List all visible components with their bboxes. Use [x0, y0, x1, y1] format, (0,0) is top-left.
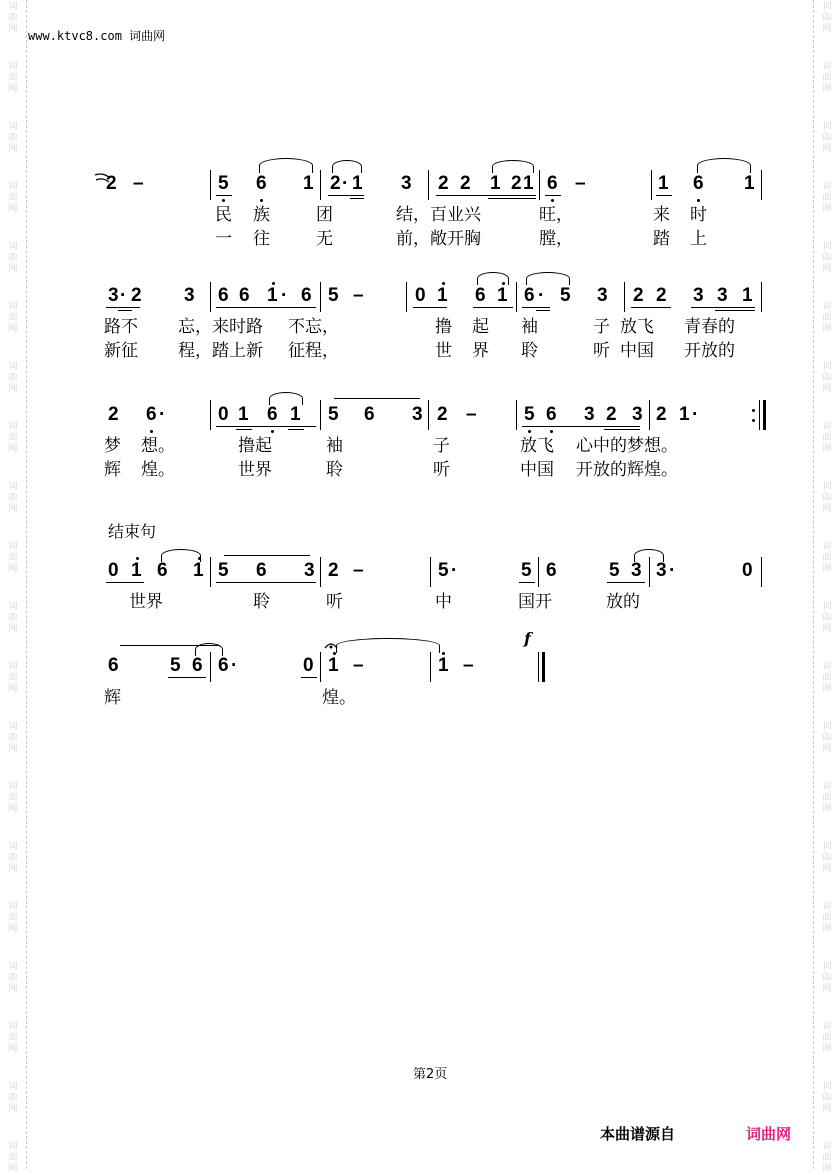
note: 1 [303, 173, 314, 194]
octave-dot [260, 199, 263, 202]
note: 2 [511, 173, 522, 194]
note: · [120, 285, 127, 306]
lyric: 一 [215, 229, 232, 249]
watermark-text: 词 曲 网 [822, 722, 832, 754]
lyric: 聆 [326, 460, 343, 480]
lyric: 撸 [435, 317, 452, 337]
note: 1 [328, 655, 339, 676]
note: 0 [742, 560, 753, 581]
watermark-text: 词 曲 网 [822, 362, 832, 394]
final-barline [542, 652, 545, 682]
note: 6 [546, 404, 557, 425]
barline [320, 400, 321, 430]
barline [759, 400, 760, 430]
note: – [575, 173, 586, 194]
note: 6 [218, 655, 229, 676]
lyric: 前，敞开胸 [396, 229, 481, 249]
lyric: 撸起 [238, 436, 272, 456]
note: – [466, 404, 477, 425]
note: – [463, 655, 474, 676]
beam [545, 195, 561, 196]
lyric: 煌。 [141, 460, 175, 480]
lyric: 新征 [104, 341, 138, 361]
lyric: 上 [690, 229, 707, 249]
lyric: 听 [593, 341, 610, 361]
barline [430, 557, 431, 587]
watermark-text: 词 曲 网 [8, 362, 18, 394]
note: 2 [131, 285, 142, 306]
watermark-text: 词 曲 网 [8, 242, 18, 274]
watermark-text: 词 曲 网 [822, 2, 832, 34]
note: 3 [597, 285, 608, 306]
note: 5 [524, 404, 535, 425]
watermark-text: 词 曲 网 [822, 302, 832, 334]
note: – [353, 655, 364, 676]
barline [210, 170, 211, 200]
lyric: 国开 [518, 592, 552, 612]
lyric: 袖 [521, 317, 538, 337]
watermark-text: 词 曲 网 [822, 902, 832, 934]
watermark-text: 词 曲 网 [8, 602, 18, 634]
note: 1 [193, 560, 204, 581]
note: 1 [742, 285, 753, 306]
lyric: 听 [433, 460, 450, 480]
watermark-text: 词 曲 网 [822, 662, 832, 694]
note: 3 [631, 560, 642, 581]
watermark-text: 词 曲 网 [8, 842, 18, 874]
octave-dot [551, 199, 554, 202]
note: · [159, 404, 166, 425]
beam [631, 307, 671, 308]
note: 3 [184, 285, 195, 306]
watermark-text: 词 曲 网 [822, 1022, 832, 1054]
watermark-text: 词 曲 网 [8, 1142, 18, 1174]
lyric: 中 [435, 592, 452, 612]
lyric: 开放的辉煌。 [576, 460, 678, 480]
tie [334, 398, 420, 399]
note: 5 [438, 560, 449, 581]
note: 1 [131, 560, 142, 581]
lyric: 无 [316, 229, 333, 249]
note: 3 [693, 285, 704, 306]
barline [320, 652, 321, 682]
barline [761, 282, 762, 312]
slur [634, 549, 664, 562]
beam [604, 429, 640, 430]
watermark-text: 词 曲 网 [8, 2, 18, 34]
beam [106, 582, 144, 583]
slur [336, 638, 440, 653]
note: – [353, 285, 364, 306]
watermark-text: 词 曲 网 [8, 302, 18, 334]
octave-dot [550, 430, 553, 433]
source-label: 本曲谱源自 [600, 1125, 676, 1143]
slur [259, 158, 313, 173]
barline [428, 400, 429, 430]
watermark-text: 词 曲 网 [822, 122, 832, 154]
barline [516, 400, 517, 430]
note: 1 [490, 173, 501, 194]
note: 3 [656, 560, 667, 581]
slur [332, 160, 362, 173]
lyric: 辉 [104, 460, 121, 480]
tie [224, 555, 310, 556]
repeat-dot [752, 409, 755, 412]
lyric: 放飞 [620, 317, 654, 337]
note: – [353, 560, 364, 581]
note: 2 [108, 404, 119, 425]
lyric: 结，百业兴 [396, 205, 481, 225]
lyric: 放飞 [520, 436, 554, 456]
note: 3 [412, 404, 423, 425]
watermark-text: 词 曲 网 [822, 602, 832, 634]
barline [210, 652, 211, 682]
beam [488, 198, 536, 199]
note: · [538, 285, 545, 306]
note: 3 [401, 173, 412, 194]
note: 1 [523, 173, 534, 194]
note: 2 [437, 404, 448, 425]
note: 2 [460, 173, 471, 194]
beam [656, 195, 672, 196]
watermark-text: 词 曲 网 [822, 482, 832, 514]
watermark-text: 词 曲 网 [8, 62, 18, 94]
note: 3 [304, 560, 315, 581]
note: 2 [328, 560, 339, 581]
watermark-text: 词 曲 网 [822, 1142, 832, 1174]
source-logo[interactable]: 词曲网 [746, 1125, 792, 1143]
octave-dot [442, 652, 445, 655]
beam [288, 429, 304, 430]
lyric: 世界 [129, 592, 163, 612]
note: 5 [560, 285, 571, 306]
watermark-text: 词 曲 网 [8, 782, 18, 814]
note: 6 [301, 285, 312, 306]
slur [492, 160, 534, 173]
beam [536, 310, 550, 311]
beam [413, 307, 447, 308]
lyric: 子 [593, 317, 610, 337]
note: 1 [438, 655, 449, 676]
site-header: www.ktvc8.com 词曲网 [28, 29, 166, 43]
barline [406, 282, 407, 312]
note: 6 [256, 560, 267, 581]
note: · [692, 404, 699, 425]
page-number: 第2页 [413, 1067, 448, 1082]
note: 0 [415, 285, 426, 306]
beam [216, 426, 316, 427]
barline [320, 557, 321, 587]
watermark-text: 词 曲 网 [8, 1082, 18, 1114]
beam [350, 198, 364, 199]
note: 3 [108, 285, 119, 306]
note: · [342, 173, 349, 194]
beam [301, 677, 317, 678]
octave-dot [272, 282, 275, 285]
note: 2 [106, 173, 117, 194]
watermark-text: 词 曲 网 [822, 962, 832, 994]
lyric: 程，踏上新 [178, 341, 263, 361]
lyric: 辉 [104, 688, 121, 708]
note: 0 [108, 560, 119, 581]
note: 5 [609, 560, 620, 581]
lyric: 忘，来时路 [178, 317, 263, 337]
note: 5 [328, 285, 339, 306]
note: 1 [744, 173, 755, 194]
watermark-text: 词 曲 网 [8, 902, 18, 934]
note: 1 [290, 404, 301, 425]
note: 6 [546, 560, 557, 581]
barline [210, 282, 211, 312]
watermark-text: 词 曲 网 [822, 542, 832, 574]
lyric: 听 [326, 592, 343, 612]
note: · [669, 560, 676, 581]
fermata-dot [330, 646, 333, 649]
beam [522, 426, 640, 427]
slur [526, 272, 570, 285]
lyric: 开放的 [684, 341, 735, 361]
octave-dot [442, 282, 445, 285]
watermark-text: 词 曲 网 [8, 122, 18, 154]
octave-dot [528, 430, 531, 433]
beam [106, 307, 140, 308]
octave-dot [271, 430, 274, 433]
lyric: 界 [472, 341, 489, 361]
lyric: 放的 [606, 592, 640, 612]
note: · [231, 655, 238, 676]
lyric: 时 [690, 205, 707, 225]
lyric: 聆 [253, 592, 270, 612]
note: 2 [656, 285, 667, 306]
barline [430, 652, 431, 682]
barline [624, 282, 625, 312]
watermark-text: 词 曲 网 [8, 722, 18, 754]
note: 3 [717, 285, 728, 306]
lyric: 子 [433, 436, 450, 456]
barline [210, 400, 211, 430]
note: 5 [170, 655, 181, 676]
note: 6 [108, 655, 119, 676]
octave-dot [136, 557, 139, 560]
note: 5 [218, 173, 229, 194]
lyric: 团 [316, 205, 333, 225]
note: 2 [438, 173, 449, 194]
note: 6 [192, 655, 203, 676]
note: 2 [656, 404, 667, 425]
note: 2 [633, 285, 644, 306]
barline [516, 282, 517, 312]
lyric: 世 [435, 341, 452, 361]
slur [161, 549, 201, 562]
note: 5 [521, 560, 532, 581]
note: 0 [303, 655, 314, 676]
beam [216, 307, 316, 308]
barline [320, 170, 321, 200]
note: 3 [632, 404, 643, 425]
lyric: 聆 [521, 341, 538, 361]
lyric: 不忘， [288, 317, 339, 337]
note: 1 [658, 173, 669, 194]
note: 3 [584, 404, 595, 425]
watermark-text: 词 曲 网 [822, 842, 832, 874]
beam [236, 429, 252, 430]
slur [697, 158, 751, 173]
barline [761, 170, 762, 200]
lyric: 来 [653, 205, 670, 225]
barline [539, 170, 540, 200]
watermark-text: 词 曲 网 [8, 1022, 18, 1054]
note: 1 [679, 404, 690, 425]
lyric: 想。 [141, 436, 175, 456]
note: 6 [547, 173, 558, 194]
beam [522, 307, 550, 308]
note: · [451, 560, 458, 581]
section-label: 结束句 [108, 522, 157, 541]
note: 5 [218, 560, 229, 581]
slur [477, 272, 509, 285]
barline [538, 557, 539, 587]
watermark-text: 词 曲 网 [822, 182, 832, 214]
barline [428, 170, 429, 200]
lyric: 青春的 [684, 317, 735, 337]
watermark-text: 词 曲 网 [822, 422, 832, 454]
lyric: 往 [253, 229, 270, 249]
beam [607, 582, 645, 583]
beam [715, 310, 755, 311]
watermark-text: 词 曲 网 [8, 482, 18, 514]
lyric: 路不 [104, 317, 138, 337]
note: 1 [437, 285, 448, 306]
lyric: 煌。 [322, 688, 356, 708]
beam [519, 582, 535, 583]
note: 6 [364, 404, 375, 425]
final-barline [763, 400, 766, 430]
dynamic-mark: f [524, 629, 531, 648]
note: 6 [267, 404, 278, 425]
watermark-text: 词 曲 网 [8, 422, 18, 454]
note: 2 [330, 173, 341, 194]
note: 1 [238, 404, 249, 425]
beam [168, 677, 206, 678]
lyric: 族 [253, 205, 270, 225]
lyric: 心中的梦想。 [576, 436, 678, 456]
barline [761, 557, 762, 587]
lyric: 踏 [653, 229, 670, 249]
slur [269, 392, 303, 405]
octave-dot [222, 199, 225, 202]
lyric: 起 [472, 317, 489, 337]
note: 6 [524, 285, 535, 306]
beam [328, 195, 364, 196]
note: 6 [475, 285, 486, 306]
note: 6 [157, 560, 168, 581]
lyric: 梦 [104, 436, 121, 456]
note: 2 [606, 404, 617, 425]
note: 1 [497, 285, 508, 306]
watermark-text: 词 曲 网 [822, 782, 832, 814]
note: – [133, 173, 144, 194]
beam [691, 307, 755, 308]
lyric: 袖 [326, 436, 343, 456]
watermark-text: 词 曲 网 [822, 242, 832, 274]
beam [216, 582, 316, 583]
octave-dot [150, 430, 153, 433]
note: · [281, 285, 288, 306]
octave-dot [697, 199, 700, 202]
watermark-text: 词 曲 网 [8, 542, 18, 574]
beam [118, 310, 132, 311]
note: 6 [146, 404, 157, 425]
watermark-text: 词 曲 网 [822, 1082, 832, 1114]
repeat-dot [752, 419, 755, 422]
lyric: 中国 [520, 460, 554, 480]
beam [436, 195, 536, 196]
lyric: 旺， [539, 205, 573, 225]
watermark-text: 词 曲 网 [8, 962, 18, 994]
barline [651, 170, 652, 200]
note: 6 [239, 285, 250, 306]
lyric: 征程， [288, 341, 339, 361]
lyric: 世界 [238, 460, 272, 480]
note: 1 [267, 285, 278, 306]
barline [538, 652, 539, 682]
barline [210, 557, 211, 587]
beam [216, 195, 232, 196]
beam [473, 307, 513, 308]
watermark-text: 词 曲 网 [822, 62, 832, 94]
note: 6 [256, 173, 267, 194]
note: 1 [352, 173, 363, 194]
lyric: 中国 [620, 341, 654, 361]
lyric: 民 [215, 205, 232, 225]
barline [320, 282, 321, 312]
barline [649, 400, 650, 430]
watermark-text: 词 曲 网 [8, 182, 18, 214]
watermark-text: 词 曲 网 [8, 662, 18, 694]
note: 0 [218, 404, 229, 425]
note: 6 [693, 173, 704, 194]
note: 6 [218, 285, 229, 306]
note: 5 [328, 404, 339, 425]
lyric: 膛， [539, 229, 573, 249]
